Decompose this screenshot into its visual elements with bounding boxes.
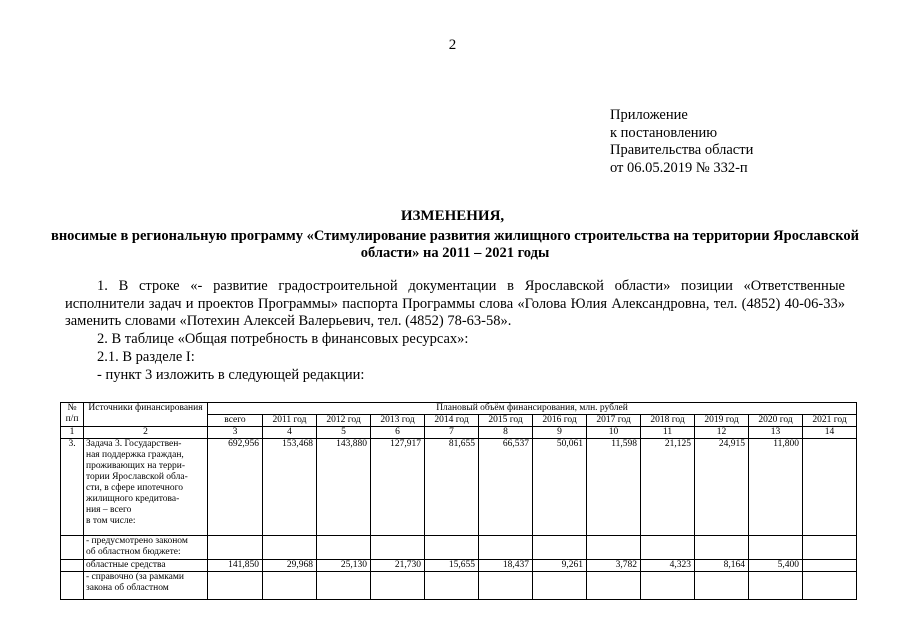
table-column-number-row — [61, 427, 857, 439]
row-value — [587, 572, 641, 600]
row-value — [263, 572, 317, 600]
row-value — [208, 572, 263, 600]
row-value: 5,400 — [749, 560, 803, 572]
row-value — [533, 572, 587, 600]
header-year: 2020 год — [749, 415, 803, 427]
header-year: 2019 год — [695, 415, 749, 427]
row-value — [641, 536, 695, 560]
row-value — [803, 536, 857, 560]
row-number: 3. — [61, 439, 84, 536]
table-row — [61, 536, 857, 560]
row-value: 8,164 — [695, 560, 749, 572]
row-value — [317, 536, 371, 560]
header-year: 2011 год — [263, 415, 317, 427]
row-value — [425, 536, 479, 560]
row-value — [803, 572, 857, 600]
paragraph-1: 1. В строке «- развитие градостроительной документации в Ярославской области» позиции «Ответственные исполнители задач и проектов Программы» паспорта Программы слова «Голова Юлия Александровна, тел. (4852) 40-06-33» заменить словами «Потехин Алексей Валерьевич, тел. (4852) 78-63-58». — [65, 278, 845, 329]
column-number: 4 — [263, 427, 317, 439]
row-value — [479, 572, 533, 600]
row-value: 25,130 — [317, 560, 371, 572]
header-year: 2012 год — [317, 415, 371, 427]
row-value: 29,968 — [263, 560, 317, 572]
row-value: 21,125 — [641, 439, 695, 536]
header-year: всего — [208, 415, 263, 427]
row-number — [61, 572, 84, 600]
appendix-line: от 06.05.2019 № 332-п — [610, 159, 748, 176]
row-source: - справочно (за рамками закона об областном — [84, 572, 208, 600]
table-row — [61, 439, 857, 536]
paragraph-3: 2.1. В разделе I: — [97, 349, 195, 365]
row-number — [61, 536, 84, 560]
paragraph-4: - пункт 3 изложить в следующей редакции: — [97, 367, 365, 383]
header-planned: Плановый объём финансирования, млн. рублей — [208, 403, 857, 415]
row-source: Задача 3. Государствен- ная поддержка граждан, проживающих на терри- тории Ярославской обла- сти, в сфере ипотечного жилищного кредитова- ния – всего в том числе: — [84, 439, 208, 536]
row-value: 127,917 — [371, 439, 425, 536]
page-number: 2 — [448, 37, 457, 53]
column-number: 13 — [749, 427, 803, 439]
row-value — [371, 536, 425, 560]
column-number: 12 — [695, 427, 749, 439]
row-source: областные средства — [84, 560, 208, 572]
column-number: 6 — [371, 427, 425, 439]
row-value: 21,730 — [371, 560, 425, 572]
table-row — [61, 560, 857, 572]
row-value: 11,598 — [587, 439, 641, 536]
row-value: 15,655 — [425, 560, 479, 572]
row-value: 153,468 — [263, 439, 317, 536]
table-row — [61, 572, 857, 600]
table-header-row — [61, 403, 857, 415]
column-number: 11 — [641, 427, 695, 439]
row-value — [749, 536, 803, 560]
row-value — [695, 536, 749, 560]
document-title: ИЗМЕНЕНИЯ, — [400, 208, 505, 224]
row-value: 24,915 — [695, 439, 749, 536]
row-value: 141,850 — [208, 560, 263, 572]
header-year: 2017 год — [587, 415, 641, 427]
header-year: 2018 год — [641, 415, 695, 427]
row-value — [803, 560, 857, 572]
appendix-block — [610, 107, 753, 177]
row-value — [208, 536, 263, 560]
row-value — [371, 572, 425, 600]
row-value — [479, 536, 533, 560]
paragraph-2: 2. В таблице «Общая потребность в финансовых ресурсах»: — [97, 331, 469, 347]
header-year: 2021 год — [803, 415, 857, 427]
column-number: 2 — [84, 427, 208, 439]
document-subtitle: вносимые в региональную программу «Стимулирование развития жилищного строительства на территории Ярославской области» на 2011 – 2021 годы — [50, 228, 859, 261]
row-value: 692,956 — [208, 439, 263, 536]
appendix-line: Правительства области — [610, 142, 754, 158]
row-value: 3,782 — [587, 560, 641, 572]
column-number: 10 — [587, 427, 641, 439]
header-year: 2015 год — [479, 415, 533, 427]
financing-table — [60, 402, 857, 600]
header-num: № п/п — [61, 403, 84, 427]
row-value: 18,437 — [479, 560, 533, 572]
column-number: 7 — [425, 427, 479, 439]
header-source: Источники финансирования — [84, 403, 208, 427]
row-value — [695, 572, 749, 600]
column-number: 14 — [803, 427, 857, 439]
row-value — [533, 536, 587, 560]
row-value — [263, 536, 317, 560]
row-value: 143,880 — [317, 439, 371, 536]
row-value: 9,261 — [533, 560, 587, 572]
row-value — [425, 572, 479, 600]
header-year: 2013 год — [371, 415, 425, 427]
row-value: 81,655 — [425, 439, 479, 536]
row-value — [803, 439, 857, 536]
row-source: - предусмотрено законом об областном бюджете: — [84, 536, 208, 560]
row-value — [587, 536, 641, 560]
row-value — [749, 572, 803, 600]
row-value: 4,323 — [641, 560, 695, 572]
row-value: 66,537 — [479, 439, 533, 536]
row-value — [641, 572, 695, 600]
column-number: 1 — [61, 427, 84, 439]
column-number: 5 — [317, 427, 371, 439]
row-number — [61, 560, 84, 572]
header-year: 2014 год — [425, 415, 479, 427]
appendix-line: Приложение — [610, 107, 688, 123]
row-value — [317, 572, 371, 600]
column-number: 3 — [208, 427, 263, 439]
header-year: 2016 год — [533, 415, 587, 427]
row-value: 50,061 — [533, 439, 587, 536]
row-value: 11,800 — [749, 439, 803, 536]
appendix-line: к постановлению — [610, 124, 718, 141]
column-number: 8 — [479, 427, 533, 439]
column-number: 9 — [533, 427, 587, 439]
